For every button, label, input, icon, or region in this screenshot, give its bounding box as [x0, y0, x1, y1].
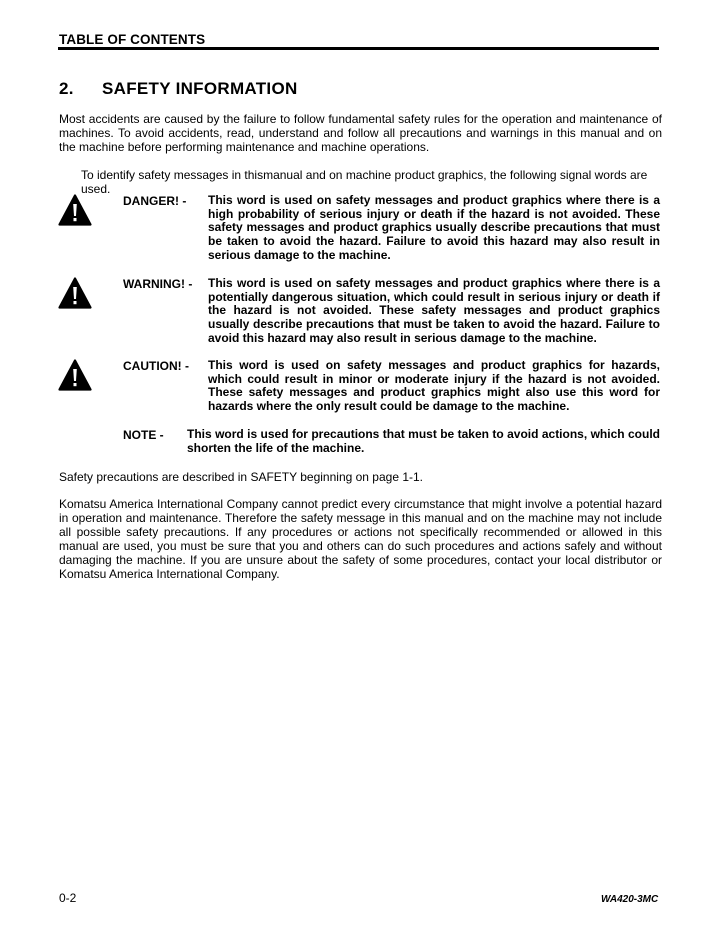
signal-words-intro: To identify safety messages in thismanual and on machine product graphics, the following signal words are used. [81, 168, 648, 196]
warning-label: WARNING! - [123, 277, 193, 291]
header-rule [58, 47, 659, 50]
disclaimer-paragraph: Komatsu America International Company cannot predict every circumstance that might involve a potential hazard in operation and maintenance. Therefore the safety message in this manual and on the machine may not include all possible safety precautions. If any procedures or actions not specifically recommended or allowed in this manual are used, you must be sure that you and others can do such procedures and actions safely and without damaging the machine. If you are unsure about the safety of some procedures, contact your local distributor or Komatsu America International Company. [59, 497, 662, 581]
intro-paragraph: Most accidents are caused by the failure to follow fundamental safety rules for the operation and maintenance of machines. To avoid accidents, read, understand and follow all precautions and warnings in this manual and on the machine before performing maintenance and machine operations. [59, 112, 662, 154]
caution-description: This word is used on safety messages and product graphics for hazards, which could result in minor or moderate injury if the hazard is not avoided. These safety messages and product graphics might also use this word for hazards where the only result could be damage to the machine. [208, 358, 660, 414]
warning-description: This word is used on safety messages and product graphics where there is a potentially dangerous situation, which could result in serious injury or death if the hazard is not avoided. These safety messages and product graphics usually describe precautions that must be taken to avoid the hazard. Failure to avoid this hazard may also result in serious damage to the machine. [208, 276, 660, 345]
model-code: WA420-3MC [601, 894, 659, 905]
note-description: This word is used for precautions that must be taken to avoid actions, which could shorten the life of the machine. [187, 427, 660, 455]
warning-triangle-icon [58, 277, 92, 309]
page-number: 0-2 [59, 891, 77, 905]
running-header-title: TABLE OF CONTENTS [59, 32, 206, 47]
caution-label: CAUTION! - [123, 359, 189, 373]
section-number: 2. [59, 79, 74, 98]
note-label: NOTE - [123, 428, 164, 442]
danger-description: This word is used on safety messages and product graphics where there is a high probability of serious injury or death if the hazard is not avoided. These safety messages and product graphics usually describe precautions that must be taken to avoid the hazard. Failure to avoid this hazard may also result in serious damage to the machine. [208, 193, 660, 262]
warning-triangle-icon [58, 359, 92, 391]
section-title: SAFETY INFORMATION [102, 79, 298, 98]
section-heading [59, 79, 298, 99]
warning-triangle-icon [58, 194, 92, 226]
precautions-reference: Safety precautions are described in SAFETY beginning on page 1-1. [59, 470, 424, 484]
danger-label: DANGER! - [123, 194, 187, 208]
